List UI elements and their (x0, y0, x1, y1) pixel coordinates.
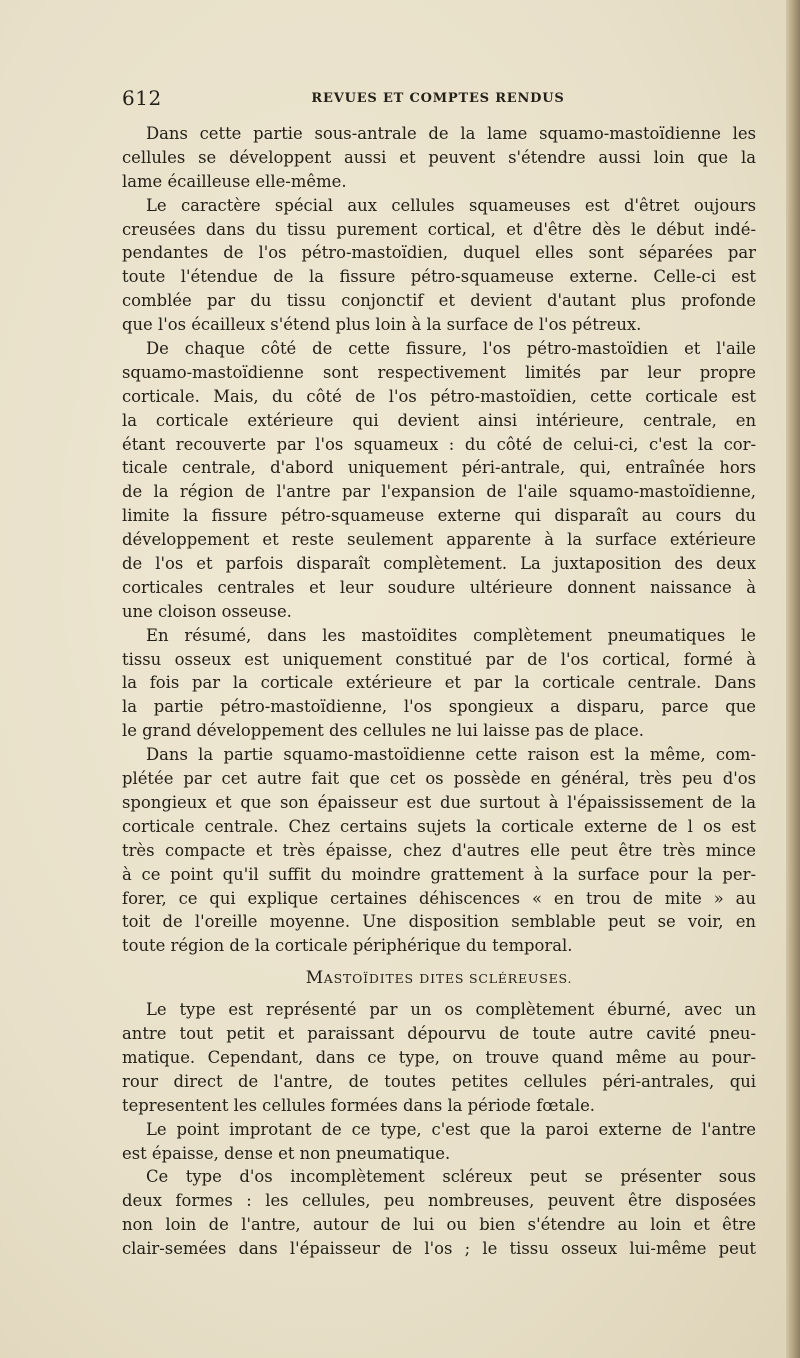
text-line: antre tout petit et paraissant dépourvu de toute autre cavité pneu- (122, 1024, 756, 1044)
text-line: le grand développement des cellules ne lui laisse pas de place. (122, 721, 644, 741)
section-heading-initial: M (305, 968, 324, 989)
text-line: Le point improtant de ce type, c'est que la paroi externe de l'antre (146, 1119, 756, 1139)
text-line: la fois par la corticale extérieure et par la corticale centrale. Dans (122, 673, 756, 693)
text-line: cellules se développent aussi et peuvent s'étendre aussi loin que la (122, 147, 756, 167)
text-line: lame écailleuse elle-même. (122, 171, 347, 191)
text-line: la corticale extérieure qui devient ainsi intérieure, centrale, en (122, 410, 756, 430)
text-line: forer, ce qui explique certaines déhiscences « en trou de mite » au (122, 888, 756, 908)
text-line: squamo-mastoïdienne sont respectivement limités par leur propre (122, 362, 756, 382)
text-line: comblée par du tissu conjonctif et devient d'autant plus profonde (122, 291, 756, 311)
text-line: une cloison osseuse. (122, 601, 292, 621)
text-line: ticale centrale, d'abord uniquement péri-antrale, qui, entraînée hors (122, 458, 756, 478)
text-line: toute région de la corticale périphérique du temporal. (122, 936, 573, 956)
body-text-part-2 (122, 998, 756, 1261)
text-line: deux formes : les cellules, peu nombreuses, peuvent être disposées (122, 1191, 756, 1211)
text-line: Le type est représenté par un os complètement éburné, avec un (146, 1000, 756, 1020)
text-line: tissu osseux est uniquement constitué par de l'os cortical, formé à (122, 649, 756, 669)
text-line: de la région de l'antre par l'expansion de l'aile squamo-mastoïdienne, (122, 482, 756, 502)
text-line: pendantes de l'os pétro-mastoïdien, duquel elles sont séparées par (122, 243, 756, 263)
body-text (122, 122, 756, 1261)
text-line: creusées dans du tissu purement cortical, et d'être dès le début indé- (122, 219, 756, 239)
text-line: corticale centrale. Chez certains sujets la corticale externe de l os est (122, 816, 756, 836)
text-line: est épaisse, dense et non pneumatique. (122, 1143, 451, 1163)
text-line: étant recouverte par l'os squameux : du côté de celui-ci, c'est la cor- (122, 434, 756, 454)
text-line: spongieux et que son épaisseur est due surtout à l'épaississement de la (122, 792, 756, 812)
text-line: Dans cette partie sous-antrale de la lame squamo-mastoïdienne les (146, 124, 756, 143)
section-heading-rest: DITES SCLÉREUSES. (419, 971, 573, 987)
section-heading (122, 958, 756, 998)
text-line: plétée par cet autre fait que cet os possède en général, très peu d'os (122, 769, 756, 789)
text-line: En résumé, dans les mastoïdites complètement pneumatiques le (146, 625, 756, 645)
running-header-title: REVUES ET COMPTES RENDUS (311, 91, 565, 106)
running-header (120, 86, 756, 114)
text-line: très compacte et très épaisse, chez d'autres elle peut être très mince (122, 840, 756, 860)
text-line: limite la fissure pétro-squameuse externe qui disparaît au cours du (122, 506, 756, 526)
text-line: clair-semées dans l'épaisseur de l'os ; le tissu osseux lui-même peut (122, 1239, 756, 1259)
text-line: la partie pétro-mastoïdienne, l'os spongieux a disparu, parce que (122, 697, 756, 717)
body-text-part-1 (122, 122, 756, 958)
text-line: Le caractère spécial aux cellules squameuses est d'êtret oujours (146, 195, 756, 215)
text-line: que l'os écailleux s'étend plus loin à la surface de l'os pétreux. (122, 315, 642, 335)
page-number: 612 (122, 86, 162, 110)
text-line: De chaque côté de cette fissure, l'os pétro-mastoïdien et l'aile (146, 339, 756, 359)
text-line: corticales centrales et leur soudure ultérieure donnent naissance à (122, 577, 756, 597)
text-line: développement et reste seulement apparente à la surface extérieure (122, 530, 756, 550)
text-line: non loin de l'antre, autour de lui ou bien s'étendre au loin et être (122, 1215, 756, 1235)
text-line: de l'os et parfois disparaît complètement. La juxtaposition des deux (122, 554, 756, 574)
text-line: corticale. Mais, du côté de l'os pétro-mastoïdien, cette corticale est (122, 386, 756, 406)
page-edge-shadow (786, 0, 800, 1358)
section-heading-first-word: ASTOÏDITES (323, 971, 414, 987)
text-line: Ce type d'os incomplètement scléreux peut se présenter sous (146, 1167, 756, 1187)
text-line: toit de l'oreille moyenne. Une disposition semblable peut se voir, en (122, 912, 756, 932)
text-line: tepresentent les cellules formées dans la période fœtale. (122, 1095, 595, 1115)
text-line: toute l'étendue de la fissure pétro-squameuse externe. Celle-ci est (122, 267, 756, 287)
text-line: Dans la partie squamo-mastoïdienne cette raison est la même, com- (146, 745, 756, 765)
text-line: rour direct de l'antre, de toutes petites cellules péri-antrales, qui (122, 1071, 756, 1091)
text-line: à ce point qu'il suffit du moindre grattement à la surface pour la per- (122, 864, 756, 884)
text-line: matique. Cependant, dans ce type, on trouve quand même au pour- (122, 1047, 756, 1067)
